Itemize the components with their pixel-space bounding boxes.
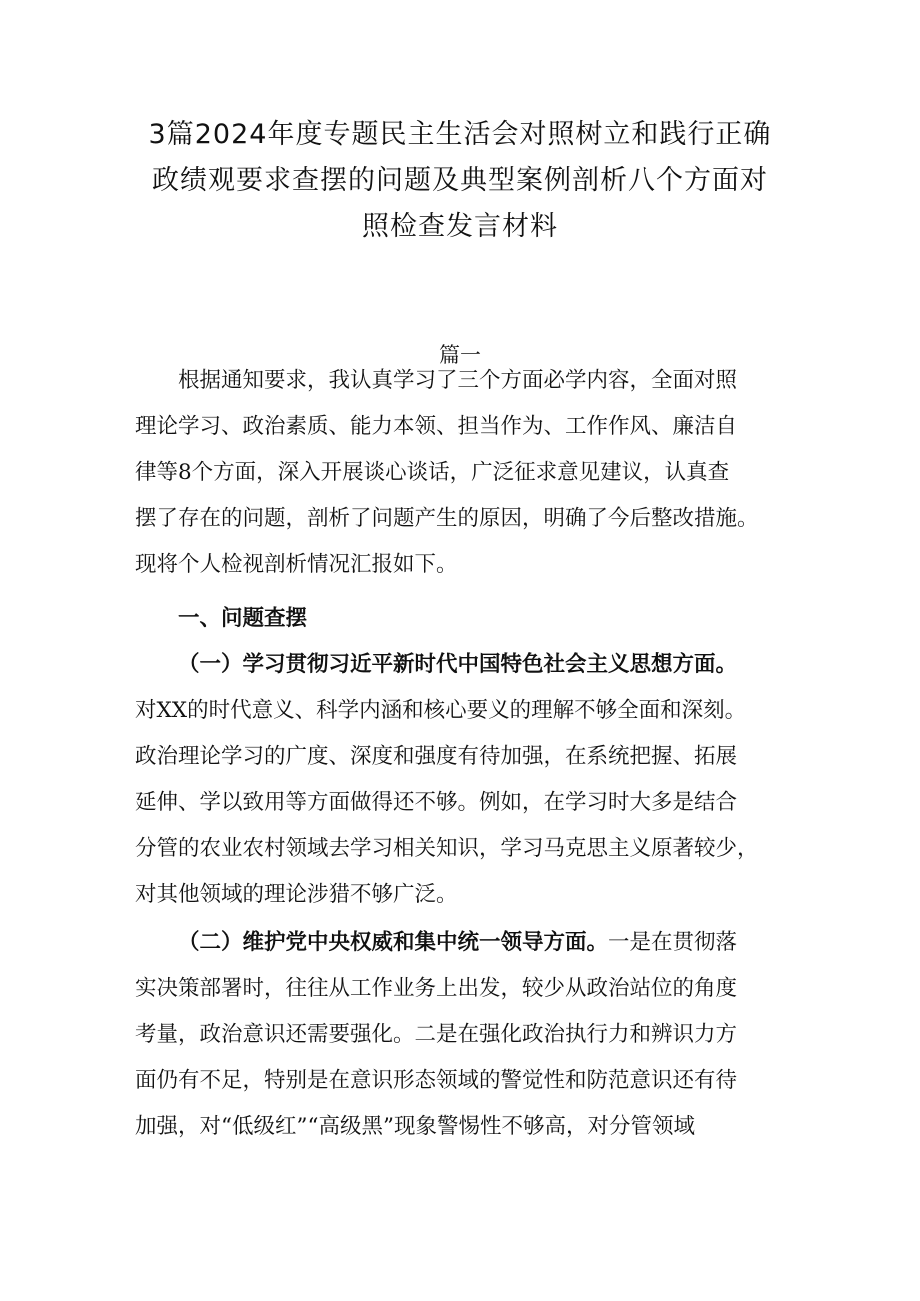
subheading-authority: （二）维护党中央权威和集中统一领导方面。 (178, 930, 609, 955)
paragraph-line: 摆了存在的问题，剖析了问题产生的原因，明确了今后整改措施。 (135, 506, 759, 531)
paragraph-line: 对XX的时代意义、科学内涵和核心要义的理解不够全面和深刻。 (135, 698, 747, 723)
paragraph-line: 政治理论学习的广度、深度和强度有待加强，在系统把握、拓展 (135, 744, 738, 769)
paragraph-lead-line (135, 920, 790, 966)
heading-text: 一、问题查摆 (178, 606, 308, 631)
paragraph-line: 律等8个方面，深入开展谈心谈话，广泛征求意见建议，认真查 (135, 460, 730, 485)
paragraph-line: 根据通知要求，我认真学习了三个方面必学内容，全面对照 (178, 368, 738, 393)
paragraph-line: 面仍有不足，特别是在意识形态领域的警觉性和防范意识还有待 (135, 1068, 738, 1093)
paragraph-line: 考量，政治意识还需要强化。二是在强化政治执行力和辨识力方 (135, 1022, 738, 1047)
paragraph-study (135, 642, 790, 918)
section-heading (135, 596, 790, 642)
lead-rest-text: 一是在贯彻落 (608, 930, 738, 955)
title-line-3: 照检查发言材料 (362, 211, 558, 242)
title-line-2: 政绩观要求查摆的问题及典型案例剖析八个方面对 (152, 165, 768, 196)
paragraph-line: 分管的农业农村领域去学习相关知识，学习马克思主义原著较少， (135, 836, 759, 861)
paragraph-line: 现将个人检视剖析情况汇报如下。 (135, 552, 458, 577)
paragraph-line: 加强，对“低级红”“高级黑”现象警惕性不够高，对分管领域 (135, 1114, 695, 1139)
document-title (130, 112, 790, 250)
subheading-study: （一）学习贯彻习近平新时代中国特色社会主义思想方面。 (178, 652, 738, 677)
paragraph-intro (135, 358, 790, 588)
paragraph-line: 对其他领域的理论涉猎不够广泛。 (135, 882, 458, 907)
paragraph-line: 理论学习、政治素质、能力本领、担当作为、工作作风、廉洁自 (135, 414, 738, 439)
paragraph-line: 延伸、学以致用等方面做得还不够。例如，在学习时大多是结合 (135, 790, 738, 815)
paragraph-line: 实决策部署时，往往从工作业务上出发，较少从政治站位的角度 (135, 976, 738, 1001)
title-line-1: 3篇2024年度专题民主生活会对照树立和践行正确 (148, 119, 772, 150)
section-label: 篇一 (439, 343, 481, 367)
paragraph-authority (135, 920, 790, 1150)
